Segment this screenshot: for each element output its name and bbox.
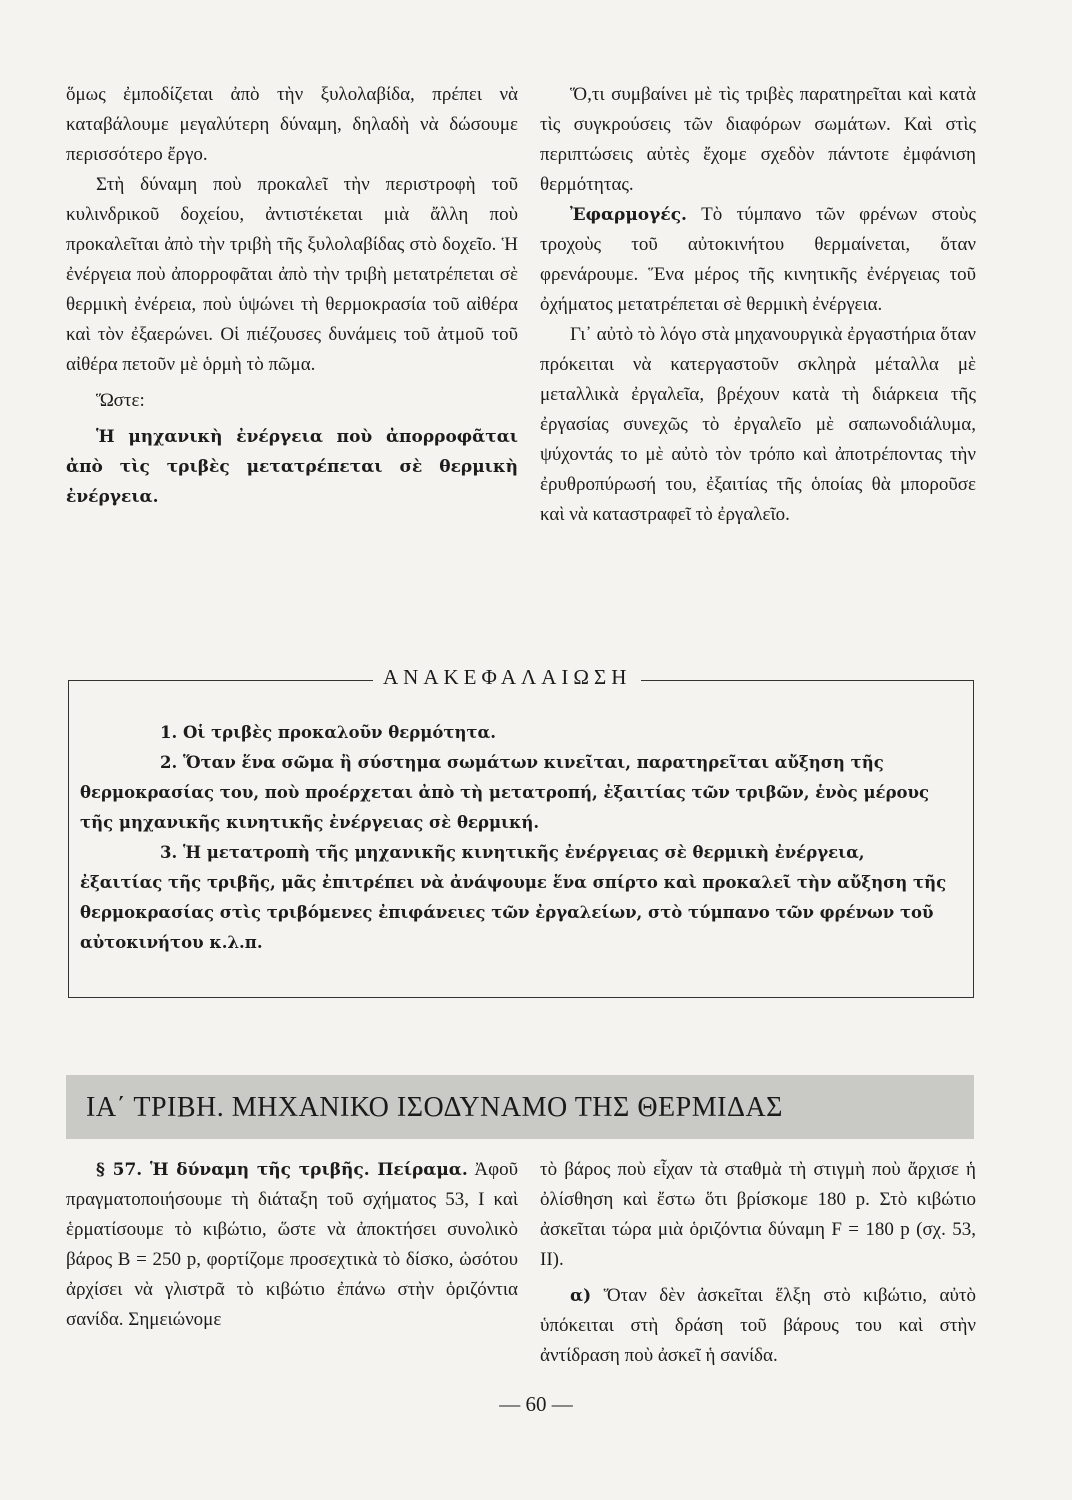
summary-item: 3. Ἡ μετατροπὴ τῆς μηχανικῆς κινητικῆς ἐνέργειας σὲ θερμικὴ ἐνέργεια, ἐξαιτίας τῆς τριβῆς, μᾶς ἐπιτρέπει νὰ ἀνάψουμε ἕνα σπίρτο καὶ προκαλεῖ τὴν αὔξηση τῆς θερμοκρασίας στὶς τριβόμενες ἐπιφάνειες τῶν ἐργαλείων, στὸ τύμπανο τῶν φρένων τοῦ αὐτοκινήτου κ.λ.π. [80, 843, 947, 952]
paragraph: τὸ βάρος ποὺ εἶχαν τὰ σταθμὰ τὴ στιγμὴ ποὺ ἄρχισε ἡ ὀλίσθηση καὶ ἔστω ὅτι βρίσκομε 180 p. Στὸ κιβώτιο ἀσκεῖται τώρα μιὰ ὁριζόντια δύναμη F = 180 p (σχ. 53, II). [540, 1159, 976, 1270]
paragraph: Ὥστε: [96, 390, 145, 411]
paragraph: ὅμως ἐμποδίζεται ἀπὸ τὴν ξυλολαβίδα, πρέπει νὰ καταβάλουμε μεγαλύτερη δύναμη, δηλαδὴ νὰ δώσουμε περισσότερο ἔργο. [66, 84, 518, 165]
paragraph: Στὴ δύναμη ποὺ προκαλεῖ τὴν περιστροφὴ τοῦ κυλινδρικοῦ δοχείου, ἀντιστέκεται μιὰ ἄλλη ποὺ προκαλεῖται ἀπὸ τὴν τριβὴ τῆς ξυλολαβίδας στὸ δοχεῖο. Ἡ ἐνέργεια ποὺ ἀπορροφᾶται ἀπὸ τὴν τριβὴ μετατρέπεται σὲ θερμικὴ ἐνέρεια, ποὺ ὑψώνει τὴ θερμοκρασία τοῦ αἰθέρα καὶ τὸν ἐξαερώνει. Οἱ πιέζουσες δυνάμεις τοῦ ἀτμοῦ τοῦ αἰθέρα πετοῦν μὲ ὁρμὴ τὸ πῶμα. [66, 174, 518, 375]
right-column-bottom [540, 1155, 976, 1371]
section-title: ΙΑ΄ ΤΡΙΒΗ. ΜΗΧΑΝΙΚΟ ΙΣΟΔΥΝΑΜΟ ΤΗΣ ΘΕΡΜΙΔΑΣ [86, 1092, 783, 1123]
left-column-top [66, 80, 518, 512]
conclusion-text: Ἡ μηχανικὴ ἐνέργεια ποὺ ἀπορροφᾶται ἀπὸ τὶς τριβὲς μετατρέπεται σὲ θερμικὴ ἐνέργεια. [66, 427, 518, 507]
paragraph [540, 200, 976, 320]
paragraph-text: Ἀφοῦ πραγματοποιήσουμε τὴ διάταξη τοῦ σχήματος 53, Ι καὶ ἑρματίσουμε τὸ κιβώτιο, ὥστε νὰ ἀποκτήσει συνολικὸ βάρος Β = 250 p, φορτίζομε προσεχτικὰ τὸ δίσκο, ὡσότου ἀρχίσει νὰ γλιστρᾶ τὸ κιβώτιο ἐπάνω στὴν ὁριζόντια σανίδα. Σημειώνομε [66, 1159, 518, 1330]
section-lead: § 57. Ἡ δύναμη τῆς τριβῆς. Πείραμα. [96, 1160, 468, 1180]
paragraph: Ὅ,τι συμβαίνει μὲ τὶς τριβὲς παρατηρεῖται καὶ κατὰ τὶς συγκρούσεις τῶν διαφόρων σωμάτων. Καὶ στὶς περιπτώσεις αὐτὲς ἔχομε σχεδὸν πάντοτε ἐμφάνιση θερμότητας. [540, 84, 976, 195]
summary-item: 1. Οἱ τριβὲς προκαλοῦν θερμότητα. [160, 723, 496, 742]
paragraph: Γι᾽ αὐτὸ τὸ λόγο στὰ μηχανουργικὰ ἐργαστήρια ὅταν πρόκειται νὰ κατεργαστοῦν σκληρὰ μέταλλα μὲ μεταλλικὰ ἐργαλεῖα, βρέχουν κατὰ τὴ διάρκεια τῆς ἐργασίας συνεχῶς τὸ ἐργαλεῖο μὲ σαπωνοδιάλυμα, ψύχοντάς το μὲ αὐτὸ τὸν τρόπο καὶ ἀποτρέποντας τὴν ἐρυθροπύρωσή του, ἐξαιτίας τῆς ὁποίας θὰ μποροῦσε καὶ νὰ καταστραφεῖ τὸ ἐργαλεῖο. [540, 324, 976, 525]
applications-heading: Ἐφαρμογές. [570, 205, 687, 225]
summary-title: ΑΝΑΚΕΦΑΛΑΙΩΣΗ [373, 660, 641, 694]
summary-item: 2. Ὅταν ἕνα σῶμα ἢ σύστημα σωμάτων κινεῖται, παρατηρεῖται αὔξηση τῆς θερμοκρασίας του, ποὺ προέρχεται ἀπὸ τὴ μετατροπή, ἐξαιτίας τῶν τριβῶν, ἑνὸς μέρους τῆς μηχανικῆς κινητικῆς ἐνέργειας σὲ θερμική. [80, 753, 930, 832]
paragraph [540, 1281, 976, 1371]
paragraph-text: Ὅταν δὲν ἀσκεῖται ἕλξη στὸ κιβώτιο, αὐτὸ ὑπόκειται στὴ δράση τοῦ βάρους του καὶ στὴν ἀντίδραση ποὺ ἀσκεῖ ἡ σανίδα. [540, 1285, 976, 1366]
paragraph [66, 1155, 518, 1335]
page-number: — 60 — [499, 1392, 573, 1416]
summary-list [80, 718, 952, 958]
item-label: α) [570, 1286, 592, 1306]
highlighted-conclusion [66, 422, 518, 512]
right-column-top [540, 80, 976, 530]
paragraph-text: Τὸ τύμπανο τῶν φρένων στοὺς τροχοὺς τοῦ αὐτοκινήτου θερμαίνεται, ὅταν φρενάρουμε. Ἕνα μέρος τῆς κινητικῆς ἐνέργειας τοῦ ὀχήματος μετατρέπεται σὲ θερμικὴ ἐνέργεια. [540, 204, 976, 315]
left-column-bottom [66, 1155, 518, 1335]
